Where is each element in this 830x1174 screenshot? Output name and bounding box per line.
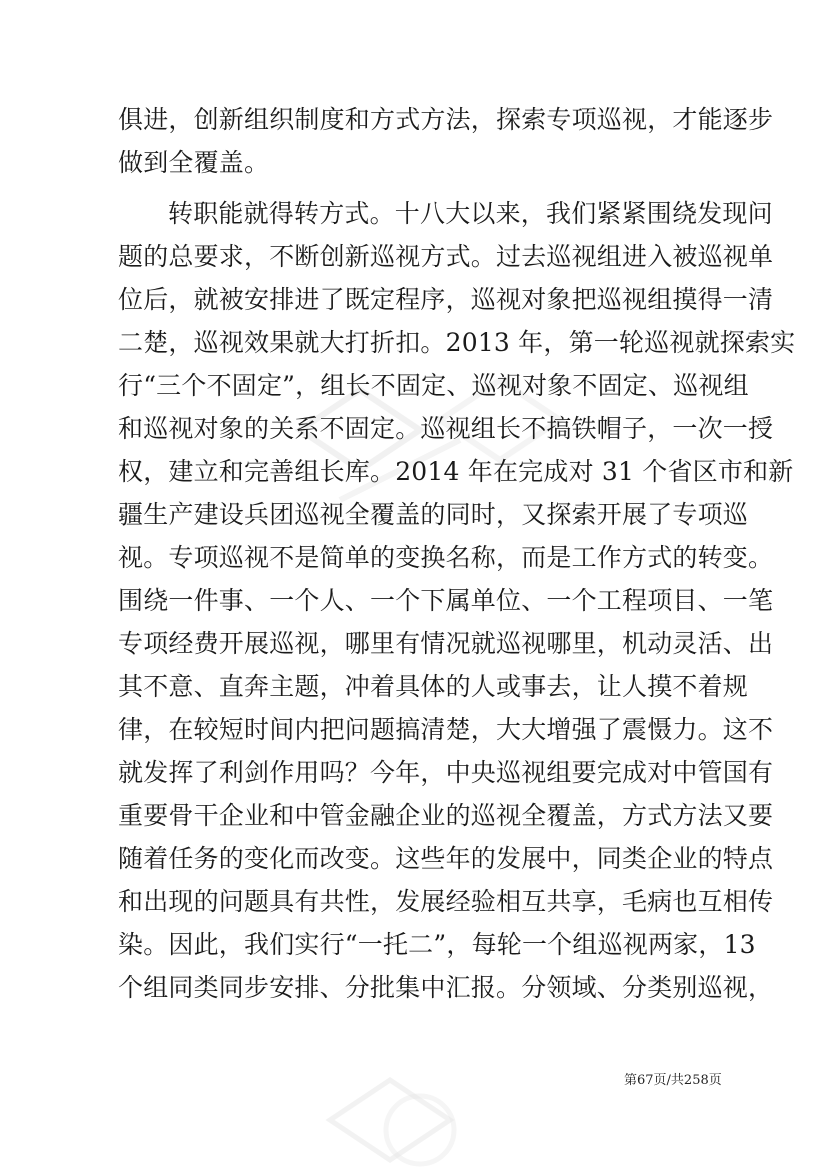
text-line-7: 行“三个不固定”，组长不固定、巡视对象不固定、巡视组: [118, 371, 749, 400]
text-line-12: 围绕一件事、一个人、一个下属单位、一个工程项目、一笔: [118, 586, 774, 615]
text-line-2: 做到全覆盖。: [118, 148, 270, 177]
text-line-11: 视。专项巡视不是简单的变换名称，而是工作方式的转变。: [118, 543, 774, 572]
text-line-15: 律，在较短时间内把问题搞清楚，大大增强了震慑力。这不: [118, 715, 774, 744]
text-line-9: 权，建立和完善组长库。2014 年在完成对 31 个省区市和新: [118, 457, 794, 486]
text-line-13: 专项经费开展巡视，哪里有情况就巡视哪里，机动灵活、出: [118, 629, 774, 658]
page-number: 第67页/共258页: [624, 1073, 722, 1088]
text-line-18: 随着任务的变化而改变。这些年的发展中，同类企业的特点: [118, 844, 774, 873]
text-line-3: 转职能就得转方式。十八大以来，我们紧紧围绕发现问: [168, 199, 773, 228]
text-line-17: 重要骨干企业和中管金融企业的巡视全覆盖，方式方法又要: [118, 801, 774, 830]
text-line-19: 和出现的问题具有共性，发展经验相互共享，毛病也互相传: [118, 887, 774, 916]
watermark-bottom-mark: [330, 1080, 454, 1164]
text-line-14: 其不意、直奔主题，冲着具体的人或事去，让人摸不着规: [118, 672, 749, 701]
text-line-8: 和巡视对象的关系不固定。巡视组长不搞铁帽子，一次一授: [118, 414, 774, 443]
text-line-6: 二楚，巡视效果就大打折扣。2013 年，第一轮巡视就探索实: [118, 328, 796, 357]
text-line-20: 染。因此，我们实行“一托二”，每轮一个组巡视两家，13: [118, 930, 756, 959]
text-line-21: 个组同类同步安排、分批集中汇报。分领域、分类别巡视，: [118, 973, 774, 1002]
text-line-1: 俱进，创新组织制度和方式方法，探索专项巡视，才能逐步: [118, 105, 774, 134]
text-line-5: 位后，就被安排进了既定程序，巡视对象把巡视组摸得一清: [118, 285, 774, 314]
text-line-16: 就发挥了利剑作用吗？今年，中央巡视组要完成对中管国有: [118, 758, 774, 787]
text-line-10: 疆生产建设兵团巡视全覆盖的同时，又探索开展了专项巡: [118, 500, 749, 529]
text-line-4: 题的总要求，不断创新巡视方式。过去巡视组进入被巡视单: [118, 242, 774, 271]
